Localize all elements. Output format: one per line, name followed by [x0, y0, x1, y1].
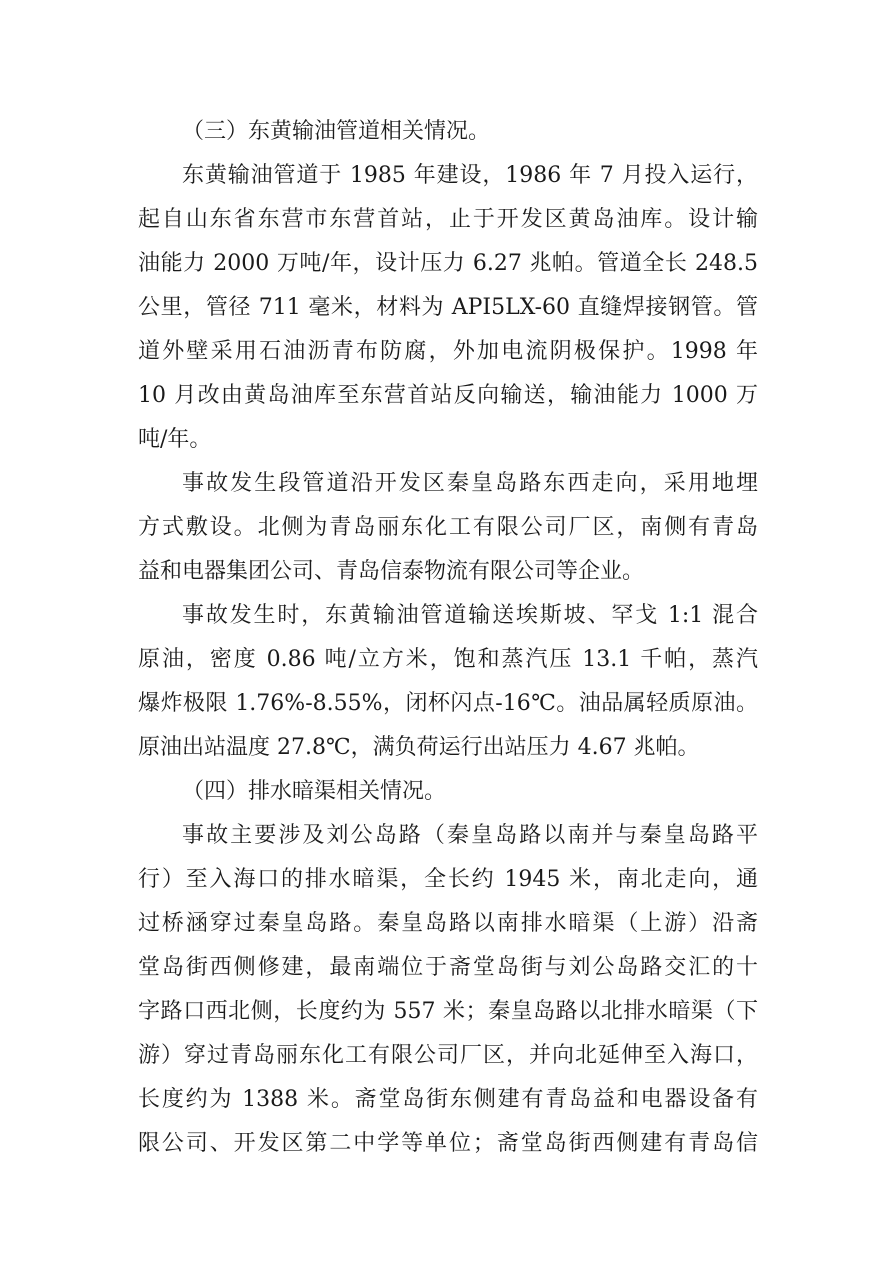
paragraph-line: 原油，密度 0.86 吨/立方米，饱和蒸汽压 13.1 千帕，蒸汽	[138, 647, 758, 672]
paragraph-line: 方式敷设。北侧为青岛丽东化工有限公司厂区，南侧有青岛	[138, 515, 758, 540]
paragraph-line: 长度约为 1388 米。斋堂岛街东侧建有青岛益和电器设备有	[138, 1087, 758, 1112]
paragraph-line: 原油出站温度 27.8℃，满负荷运行出站压力 4.67 兆帕。	[138, 735, 700, 760]
paragraph-line: 事故主要涉及刘公岛路（秦皇岛路以南并与秦皇岛路平	[182, 823, 758, 848]
section-heading-4: （四）排水暗渠相关情况。	[182, 779, 447, 804]
paragraph-line: 东黄输油管道于 1985 年建设，1986 年 7 月投入运行，	[182, 163, 758, 188]
paragraph-line: 过桥涵穿过秦皇岛路。秦皇岛路以南排水暗渠（上游）沿斋	[138, 911, 758, 936]
paragraph-line: 10 月改由黄岛油库至东营首站反向输送，输油能力 1000 万	[138, 383, 758, 408]
paragraph-line: 爆炸极限 1.76%-8.55%，闭杯闪点-16℃。油品属轻质原油。	[138, 691, 758, 716]
paragraph-line: 公里，管径 711 毫米，材料为 API5LX-60 直缝焊接钢管。管	[138, 295, 758, 320]
paragraph-line: 堂岛街西侧修建，最南端位于斋堂岛街与刘公岛路交汇的十	[138, 955, 758, 980]
paragraph-line: 行）至入海口的排水暗渠，全长约 1945 米，南北走向，通	[138, 867, 758, 892]
paragraph-line: 吨/年。	[138, 427, 212, 452]
paragraph-line: 起自山东省东营市东营首站，止于开发区黄岛油库。设计输	[138, 207, 758, 232]
paragraph-line: 益和电器集团公司、青岛信泰物流有限公司等企业。	[138, 559, 645, 584]
paragraph-line: 事故发生段管道沿开发区秦皇岛路东西走向，采用地埋	[182, 471, 758, 496]
paragraph-line: 事故发生时，东黄输油管道输送埃斯坡、罕戈 1:1 混合	[182, 603, 758, 628]
paragraph-line: 字路口西北侧，长度约为 557 米；秦皇岛路以北排水暗渠（下	[138, 999, 758, 1024]
paragraph-line: 道外壁采用石油沥青布防腐，外加电流阴极保护。1998 年	[138, 339, 758, 364]
paragraph-line: 油能力 2000 万吨/年，设计压力 6.27 兆帕。管道全长 248.5	[138, 251, 758, 276]
section-heading-3: （三）东黄输油管道相关情况。	[182, 119, 491, 144]
paragraph-line: 限公司、开发区第二中学等单位；斋堂岛街西侧建有青岛信	[138, 1131, 758, 1156]
paragraph-line: 游）穿过青岛丽东化工有限公司厂区，并向北延伸至入海口，	[138, 1043, 758, 1068]
